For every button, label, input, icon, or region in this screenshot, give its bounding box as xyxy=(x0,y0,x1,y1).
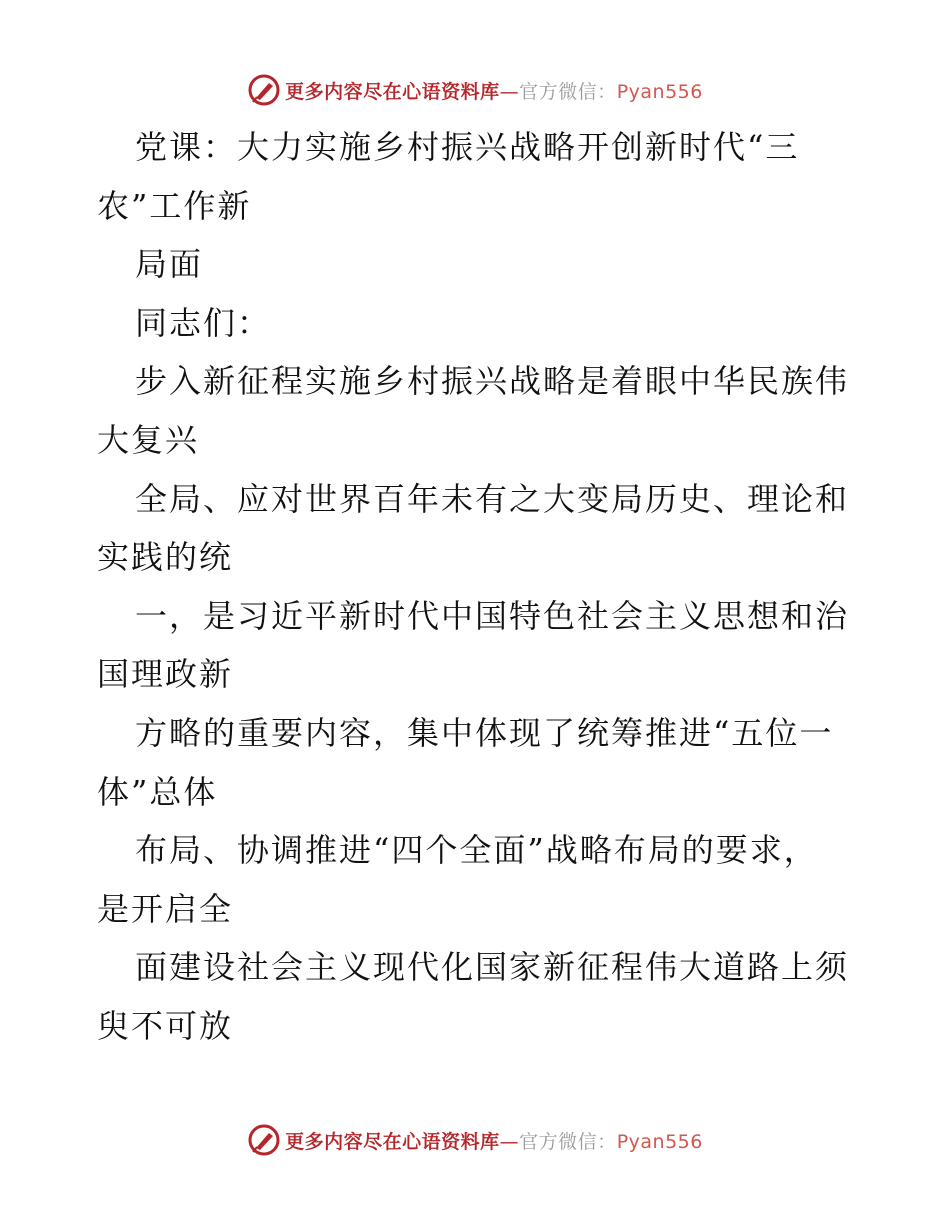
salutation: 同志们： xyxy=(135,303,272,342)
footer-banner-separator: — xyxy=(499,1130,520,1153)
title-line-2: 农”工作新 xyxy=(97,186,252,225)
footer-banner-wechat-id: Pyan556 xyxy=(616,1130,703,1153)
paragraph-line: 步入新征程实施乡村振兴战略是着眼中华民族伟 xyxy=(135,362,850,401)
paragraph-line: 大复兴 xyxy=(97,420,200,459)
footer-banner-text xyxy=(285,1127,703,1154)
header-banner-wechat-label: 官方微信： xyxy=(519,80,617,103)
title-line-3: 局面 xyxy=(135,245,204,284)
header-banner-title: 更多内容尽在心语资料库 xyxy=(285,80,500,103)
paragraph-line: 全局、应对世界百年未有之大变局历史、理论和 xyxy=(135,479,850,518)
document-body xyxy=(97,118,857,1056)
header-banner-text xyxy=(285,77,703,104)
paragraph-line: 国理政新 xyxy=(97,655,234,694)
paragraph-line: 臾不可放 xyxy=(97,1006,234,1045)
footer-banner-title: 更多内容尽在心语资料库 xyxy=(285,1130,500,1153)
footer-banner-wechat-label: 官方微信： xyxy=(519,1130,617,1153)
paragraph-line: 面建设社会主义现代化国家新征程伟大道路上须 xyxy=(135,948,850,987)
paragraph-line: 实践的统 xyxy=(97,538,234,577)
footer-banner xyxy=(0,1120,950,1160)
header-banner-separator: — xyxy=(499,80,520,103)
paragraph-line: 体”总体 xyxy=(97,772,218,811)
pen-seal-icon xyxy=(247,73,281,107)
pen-seal-icon xyxy=(247,1123,281,1157)
header-banner-wechat-id: Pyan556 xyxy=(616,80,703,103)
paragraph-line: 方略的重要内容，集中体现了统筹推进“五位一 xyxy=(135,713,834,752)
paragraph-line: 是开启全 xyxy=(97,889,234,928)
paragraph-line: 一，是习近平新时代中国特色社会主义思想和治 xyxy=(135,596,850,635)
paragraph-line: 布局、协调推进“四个全面”战略布局的要求， xyxy=(135,831,818,870)
header-banner xyxy=(0,70,950,110)
title-line-1: 党课：大力实施乡村振兴战略开创新时代“三 xyxy=(135,128,800,166)
